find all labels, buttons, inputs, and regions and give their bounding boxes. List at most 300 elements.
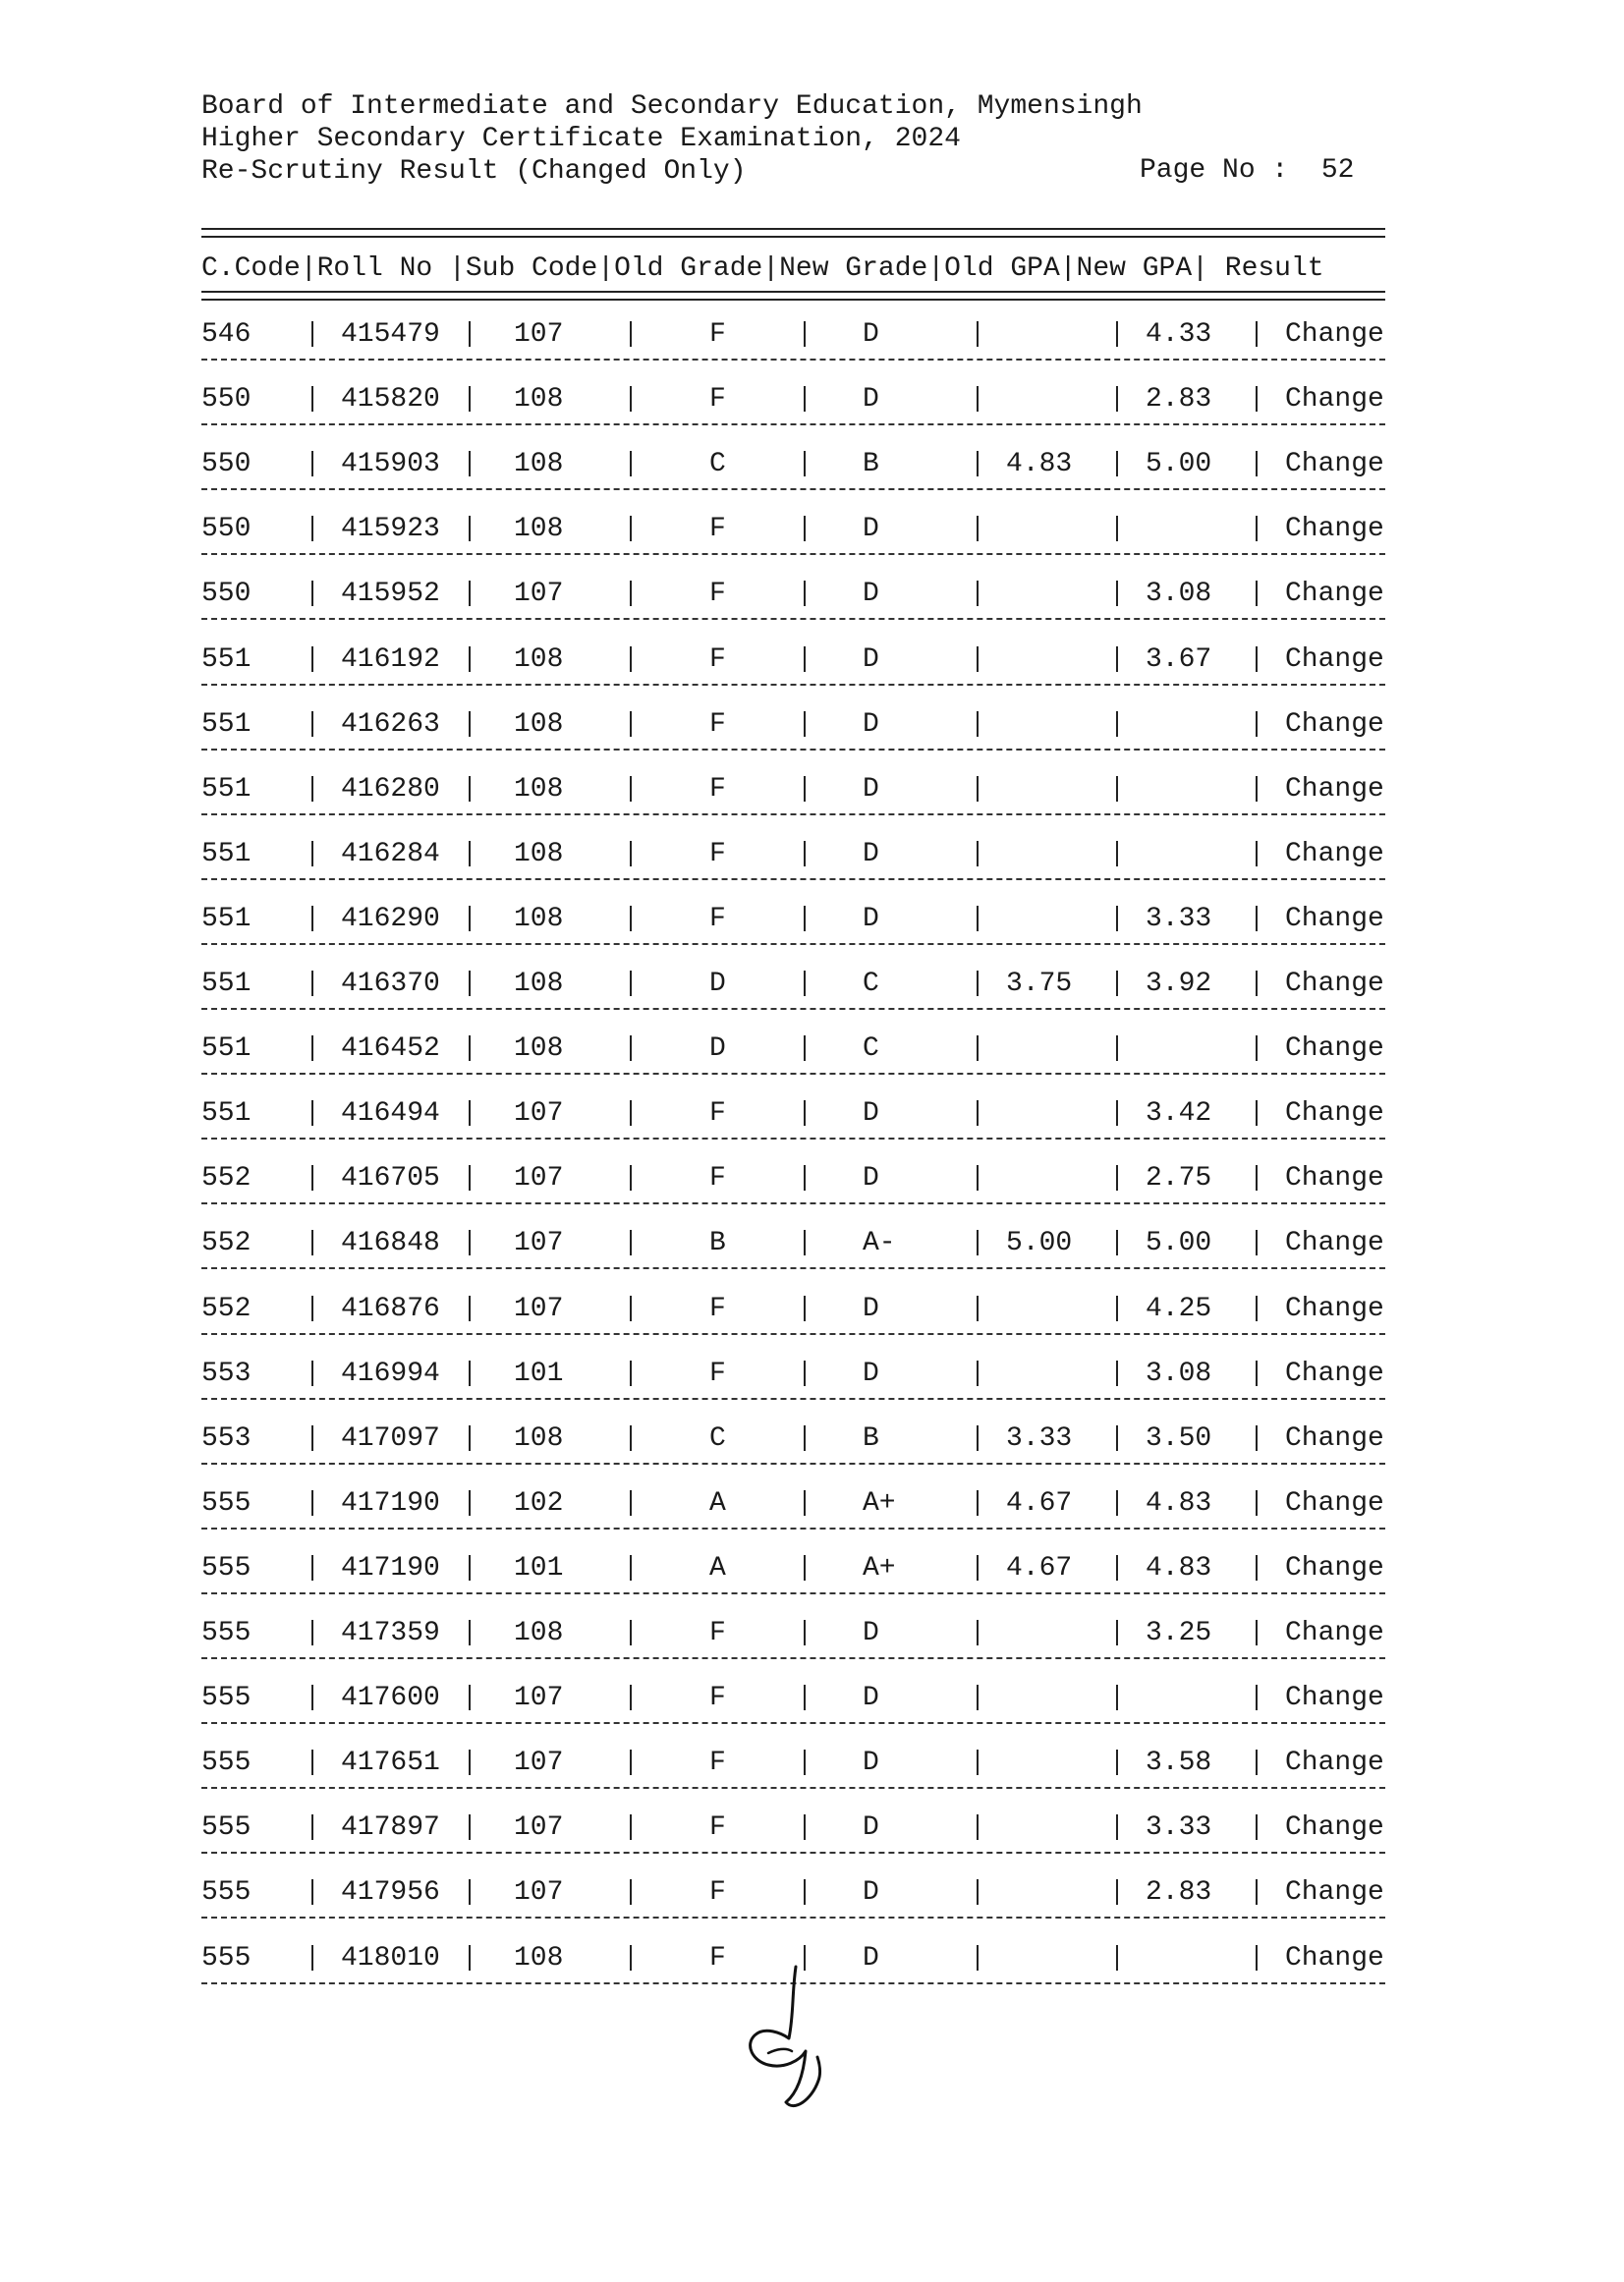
column-separator (630, 1490, 632, 1516)
column-separator (311, 776, 313, 802)
column-separator (804, 1230, 806, 1255)
column-separator (804, 1814, 806, 1840)
cell-new-grade: D (863, 1293, 879, 1324)
cell-new-grade: D (863, 579, 879, 610)
cell-new-grade: D (863, 708, 879, 740)
cell-new-gpa: 4.83 (1146, 1552, 1212, 1584)
column-separator (630, 1165, 632, 1191)
cell-old-grade: F (709, 1942, 726, 1974)
column-separator (977, 1100, 979, 1126)
column-separator (1116, 1425, 1118, 1451)
cell-old-gpa: 4.83 (1006, 449, 1073, 480)
column-separator (1116, 1814, 1118, 1840)
column-separator (630, 581, 632, 606)
column-separator (469, 841, 471, 866)
cell-ccode: 555 (201, 1942, 252, 1974)
table-row (0, 644, 1624, 678)
column-separator (804, 1361, 806, 1386)
column-header-text: C.Code|Roll No |Sub Code|Old Grade|New Grade|Old GPA|New GPA| Result (201, 253, 1324, 284)
column-separator (804, 1165, 806, 1191)
cell-old-grade: F (709, 1358, 726, 1389)
column-separator (1256, 1814, 1258, 1840)
cell-new-gpa: 3.50 (1146, 1422, 1212, 1454)
column-separator (804, 1296, 806, 1321)
column-separator (1256, 1100, 1258, 1126)
cell-new-grade: D (863, 514, 879, 545)
table-row (0, 709, 1624, 743)
cell-new-gpa: 2.75 (1146, 1163, 1212, 1195)
cell-ccode: 555 (201, 1812, 252, 1844)
cell-roll-no: 416263 (341, 708, 440, 740)
cell-new-gpa: 2.83 (1146, 1877, 1212, 1909)
column-separator (804, 1100, 806, 1126)
column-separator (469, 1490, 471, 1516)
column-separator (311, 1814, 313, 1840)
row-divider (201, 423, 1385, 425)
column-separator (311, 1296, 313, 1321)
column-separator (469, 451, 471, 476)
cell-result: Change (1285, 1487, 1384, 1519)
cell-ccode: 546 (201, 319, 252, 350)
table-row (0, 449, 1624, 482)
cell-new-grade: D (863, 773, 879, 805)
cell-ccode: 551 (201, 903, 252, 934)
cell-roll-no: 417190 (341, 1552, 440, 1584)
table-row (0, 1359, 1624, 1392)
column-separator (1116, 1879, 1118, 1905)
column-separator (469, 581, 471, 606)
column-separator (630, 971, 632, 996)
cell-sub-code: 108 (514, 773, 564, 805)
cell-new-grade: D (863, 1163, 879, 1195)
table-row (0, 579, 1624, 612)
cell-new-grade: D (863, 1358, 879, 1389)
cell-result: Change (1285, 1812, 1384, 1844)
column-separator (1116, 1035, 1118, 1061)
cell-ccode: 551 (201, 1033, 252, 1065)
cell-result: Change (1285, 514, 1384, 545)
column-separator (311, 1100, 313, 1126)
column-separator (469, 1230, 471, 1255)
column-separator (311, 1361, 313, 1386)
column-separator (977, 1555, 979, 1581)
cell-new-gpa: 2.83 (1146, 384, 1212, 416)
column-separator (1116, 776, 1118, 802)
column-separator (469, 516, 471, 541)
column-separator (804, 841, 806, 866)
cell-roll-no: 416494 (341, 1098, 440, 1130)
column-separator (1256, 1750, 1258, 1775)
cell-result: Change (1285, 1552, 1384, 1584)
cell-roll-no: 417651 (341, 1748, 440, 1779)
column-separator (977, 841, 979, 866)
column-separator (311, 581, 313, 606)
table-row (0, 1553, 1624, 1586)
cell-sub-code: 108 (514, 1033, 564, 1065)
column-separator (977, 1490, 979, 1516)
cell-new-grade: B (863, 449, 879, 480)
column-separator (630, 1620, 632, 1645)
row-divider (201, 1722, 1385, 1724)
cell-new-gpa: 3.08 (1146, 579, 1212, 610)
cell-sub-code: 107 (514, 1877, 564, 1909)
cell-sub-code: 108 (514, 1422, 564, 1454)
column-separator (1256, 1361, 1258, 1386)
column-separator (1116, 1620, 1118, 1645)
cell-result: Change (1285, 1748, 1384, 1779)
column-separator (1116, 1945, 1118, 1971)
column-separator (1256, 1555, 1258, 1581)
column-separator (311, 1685, 313, 1710)
column-separator (977, 1879, 979, 1905)
cell-sub-code: 107 (514, 1748, 564, 1779)
cell-ccode: 555 (201, 1683, 252, 1714)
row-divider (201, 553, 1385, 555)
table-row (0, 904, 1624, 937)
row-divider (201, 618, 1385, 620)
table-row (0, 1488, 1624, 1522)
column-separator (1116, 1230, 1118, 1255)
table-row (0, 1877, 1624, 1911)
cell-ccode: 555 (201, 1877, 252, 1909)
column-separator (469, 1555, 471, 1581)
cell-new-gpa: 3.92 (1146, 969, 1212, 999)
column-separator (469, 971, 471, 996)
cell-old-grade: F (709, 1812, 726, 1844)
cell-new-grade: B (863, 1422, 879, 1454)
column-separator (469, 776, 471, 802)
top-rule (201, 228, 1385, 238)
column-separator (1116, 1165, 1118, 1191)
column-separator (977, 1296, 979, 1321)
cell-sub-code: 107 (514, 579, 564, 610)
cell-sub-code: 102 (514, 1487, 564, 1519)
column-separator (804, 386, 806, 412)
cell-result: Change (1285, 1163, 1384, 1195)
cell-sub-code: 108 (514, 384, 564, 416)
cell-old-grade: F (709, 579, 726, 610)
cell-roll-no: 417097 (341, 1422, 440, 1454)
exam-title: Higher Secondary Certificate Examination, 2024 (201, 124, 961, 154)
board-name: Board of Intermediate and Secondary Education, Mymensingh (201, 91, 1143, 122)
column-separator (977, 1620, 979, 1645)
cell-new-gpa: 3.25 (1146, 1618, 1212, 1648)
column-separator (469, 1945, 471, 1971)
row-divider (201, 878, 1385, 880)
cell-roll-no: 415903 (341, 449, 440, 480)
column-separator (804, 906, 806, 931)
cell-new-gpa: 5.00 (1146, 1228, 1212, 1259)
column-separator (469, 1685, 471, 1710)
cell-ccode: 550 (201, 514, 252, 545)
column-separator (977, 516, 979, 541)
column-separator (1116, 1685, 1118, 1710)
row-divider (201, 1333, 1385, 1335)
row-divider (201, 813, 1385, 815)
column-separator (469, 1425, 471, 1451)
table-row (0, 1683, 1624, 1716)
column-separator (977, 1945, 979, 1971)
cell-new-gpa: 3.33 (1146, 1812, 1212, 1844)
cell-ccode: 551 (201, 969, 252, 999)
cell-old-gpa: 3.75 (1006, 969, 1073, 999)
column-separator (630, 1945, 632, 1971)
column-separator (1256, 1165, 1258, 1191)
cell-roll-no: 415820 (341, 384, 440, 416)
column-separator (804, 516, 806, 541)
cell-new-grade: A- (863, 1228, 896, 1259)
column-separator (1256, 776, 1258, 802)
row-divider (201, 1267, 1385, 1269)
cell-roll-no: 417956 (341, 1877, 440, 1909)
row-divider (201, 1463, 1385, 1465)
cell-ccode: 550 (201, 384, 252, 416)
cell-roll-no: 415952 (341, 579, 440, 610)
column-separator (1116, 1361, 1118, 1386)
cell-old-gpa: 4.67 (1006, 1552, 1073, 1584)
column-separator (1116, 321, 1118, 347)
column-separator (469, 711, 471, 737)
cell-sub-code: 108 (514, 1618, 564, 1648)
cell-result: Change (1285, 1942, 1384, 1974)
column-separator (804, 971, 806, 996)
table-row (0, 384, 1624, 417)
column-separator (469, 1165, 471, 1191)
column-separator (804, 581, 806, 606)
cell-sub-code: 108 (514, 903, 564, 934)
cell-old-grade: F (709, 1098, 726, 1130)
column-separator (311, 451, 313, 476)
header-rule (201, 291, 1385, 301)
cell-old-grade: D (709, 969, 726, 999)
signature-mark (735, 1965, 853, 2161)
cell-sub-code: 101 (514, 1358, 564, 1389)
table-row (0, 319, 1624, 353)
cell-roll-no: 417190 (341, 1487, 440, 1519)
column-separator (311, 1879, 313, 1905)
cell-roll-no: 416994 (341, 1358, 440, 1389)
cell-result: Change (1285, 1618, 1384, 1648)
cell-roll-no: 416876 (341, 1293, 440, 1324)
column-separator (977, 1230, 979, 1255)
column-separator (1116, 841, 1118, 866)
cell-sub-code: 107 (514, 1163, 564, 1195)
cell-roll-no: 416290 (341, 903, 440, 934)
column-separator (977, 1750, 979, 1775)
cell-old-grade: C (709, 449, 726, 480)
cell-result: Change (1285, 643, 1384, 675)
cell-new-grade: D (863, 384, 879, 416)
cell-roll-no: 416848 (341, 1228, 440, 1259)
cell-roll-no: 417897 (341, 1812, 440, 1844)
cell-old-grade: F (709, 838, 726, 869)
column-separator (1256, 1035, 1258, 1061)
cell-sub-code: 107 (514, 1683, 564, 1714)
table-row (0, 1163, 1624, 1197)
row-divider (201, 684, 1385, 686)
cell-ccode: 551 (201, 643, 252, 675)
column-separator (311, 386, 313, 412)
cell-sub-code: 108 (514, 708, 564, 740)
cell-old-grade: F (709, 643, 726, 675)
cell-new-gpa: 3.42 (1146, 1098, 1212, 1130)
column-separator (804, 1425, 806, 1451)
column-separator (1116, 711, 1118, 737)
cell-result: Change (1285, 319, 1384, 350)
column-separator (630, 1685, 632, 1710)
cell-result: Change (1285, 1422, 1384, 1454)
cell-result: Change (1285, 449, 1384, 480)
column-separator (311, 1490, 313, 1516)
column-separator (804, 711, 806, 737)
cell-new-gpa: 4.25 (1146, 1293, 1212, 1324)
result-title: Re-Scrutiny Result (Changed Only) (201, 156, 747, 187)
cell-roll-no: 417600 (341, 1683, 440, 1714)
column-separator (311, 711, 313, 737)
cell-ccode: 550 (201, 579, 252, 610)
column-separator (1116, 1555, 1118, 1581)
cell-old-grade: F (709, 773, 726, 805)
cell-sub-code: 107 (514, 1228, 564, 1259)
column-separator (977, 451, 979, 476)
cell-old-grade: F (709, 1618, 726, 1648)
cell-old-grade: F (709, 903, 726, 934)
cell-roll-no: 415923 (341, 514, 440, 545)
cell-sub-code: 108 (514, 449, 564, 480)
column-separator (1116, 386, 1118, 412)
column-separator (630, 776, 632, 802)
column-separator (311, 1620, 313, 1645)
cell-ccode: 555 (201, 1618, 252, 1648)
column-separator (1116, 1490, 1118, 1516)
cell-result: Change (1285, 579, 1384, 610)
column-separator (1256, 971, 1258, 996)
row-divider (201, 749, 1385, 751)
cell-ccode: 551 (201, 708, 252, 740)
column-separator (977, 1685, 979, 1710)
row-divider (201, 1008, 1385, 1010)
cell-new-grade: D (863, 1877, 879, 1909)
cell-result: Change (1285, 1098, 1384, 1130)
cell-ccode: 551 (201, 838, 252, 869)
cell-result: Change (1285, 1877, 1384, 1909)
cell-new-gpa: 3.58 (1146, 1748, 1212, 1779)
column-separator (1256, 1490, 1258, 1516)
table-row (0, 1423, 1624, 1457)
column-separator (311, 971, 313, 996)
cell-new-grade: D (863, 1942, 879, 1974)
column-separator (311, 516, 313, 541)
cell-ccode: 553 (201, 1358, 252, 1389)
cell-new-gpa: 3.08 (1146, 1358, 1212, 1389)
column-separator (1116, 1100, 1118, 1126)
row-divider (201, 1852, 1385, 1854)
column-separator (977, 1425, 979, 1451)
cell-new-grade: D (863, 643, 879, 675)
column-separator (469, 1620, 471, 1645)
column-separator (469, 1750, 471, 1775)
column-separator (804, 1750, 806, 1775)
column-separator (630, 711, 632, 737)
table-row (0, 1748, 1624, 1781)
cell-ccode: 555 (201, 1748, 252, 1779)
table-row (0, 839, 1624, 872)
column-separator (630, 646, 632, 672)
cell-old-grade: A (709, 1552, 726, 1584)
cell-new-grade: D (863, 1098, 879, 1130)
column-separator (977, 1035, 979, 1061)
cell-new-grade: C (863, 969, 879, 999)
cell-result: Change (1285, 708, 1384, 740)
cell-roll-no: 416280 (341, 773, 440, 805)
cell-new-gpa: 3.33 (1146, 903, 1212, 934)
cell-old-grade: D (709, 1033, 726, 1065)
column-separator (1116, 516, 1118, 541)
row-divider (201, 1202, 1385, 1204)
column-separator (311, 841, 313, 866)
column-separator (630, 321, 632, 347)
column-separator (1256, 646, 1258, 672)
cell-result: Change (1285, 773, 1384, 805)
cell-old-grade: F (709, 384, 726, 416)
column-separator (977, 321, 979, 347)
column-separator (469, 646, 471, 672)
column-separator (977, 386, 979, 412)
cell-old-gpa: 3.33 (1006, 1422, 1073, 1454)
table-row (0, 969, 1624, 1002)
cell-new-grade: D (863, 1812, 879, 1844)
cell-old-grade: F (709, 319, 726, 350)
cell-sub-code: 108 (514, 838, 564, 869)
column-separator (469, 386, 471, 412)
column-separator (469, 906, 471, 931)
cell-roll-no: 416284 (341, 838, 440, 869)
column-separator (1256, 321, 1258, 347)
cell-ccode: 553 (201, 1422, 252, 1454)
column-separator (1256, 1296, 1258, 1321)
row-divider (201, 1787, 1385, 1789)
cell-old-grade: A (709, 1487, 726, 1519)
cell-roll-no: 416192 (341, 643, 440, 675)
column-separator (804, 1555, 806, 1581)
column-separator (311, 1425, 313, 1451)
column-separator (311, 321, 313, 347)
cell-old-grade: B (709, 1228, 726, 1259)
cell-roll-no: 418010 (341, 1942, 440, 1974)
column-separator (311, 1945, 313, 1971)
column-separator (1116, 581, 1118, 606)
cell-new-grade: A+ (863, 1487, 896, 1519)
column-separator (977, 1814, 979, 1840)
column-separator (311, 646, 313, 672)
cell-sub-code: 107 (514, 1293, 564, 1324)
row-divider (201, 1528, 1385, 1530)
column-separator (1116, 1296, 1118, 1321)
column-separator (630, 841, 632, 866)
column-separator (311, 1750, 313, 1775)
cell-ccode: 555 (201, 1487, 252, 1519)
column-separator (630, 1035, 632, 1061)
column-separator (1116, 1750, 1118, 1775)
column-separator (977, 711, 979, 737)
row-divider (201, 1073, 1385, 1075)
column-separator (630, 1814, 632, 1840)
column-separator (630, 1361, 632, 1386)
cell-roll-no: 415479 (341, 319, 440, 350)
column-separator (1256, 581, 1258, 606)
cell-roll-no: 416705 (341, 1163, 440, 1195)
table-row (0, 774, 1624, 807)
